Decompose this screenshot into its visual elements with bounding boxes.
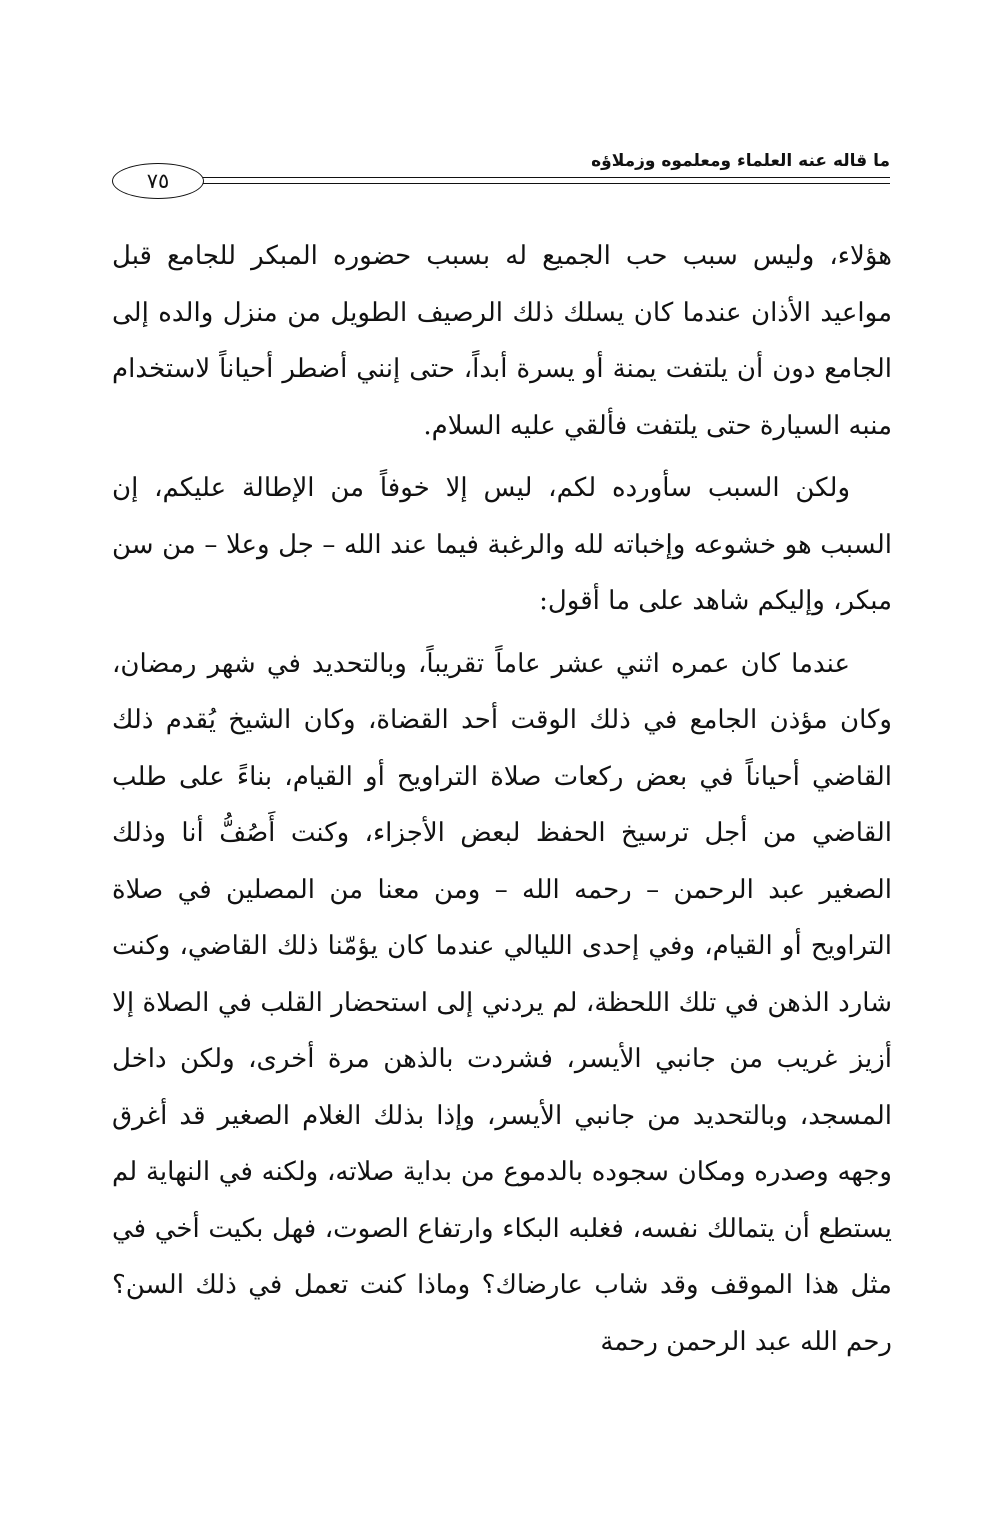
page-body	[112, 228, 892, 1370]
header-rule-top	[200, 177, 890, 178]
page-number: ٧٥	[146, 169, 170, 193]
paragraph-2: ولكن السبب سأورده لكم، ليس إلا خوفاً من الإطالة عليكم، إن السبب هو خشوعه وإخباته لله والرغبة فيما عند الله – جل وعلا – من سن مبكر، وإليكم شاهد على ما أقول:	[112, 473, 892, 616]
header-rule-bottom	[200, 183, 890, 184]
page-header	[112, 150, 890, 200]
running-title: ما قاله عنه العلماء ومعلموه وزملاؤه	[591, 151, 890, 171]
paragraph-3: عندما كان عمره اثني عشر عاماً تقريباً، وبالتحديد في شهر رمضان، وكان مؤذن الجامع في ذلك الوقت أحد القضاة، وكان الشيخ يُقدم ذلك القاضي أحياناً في بعض ركعات صلاة التراويح أو القيام، بناءً على طلب القاضي من أجل ترسيخ الحفظ لبعض الأجزاء، وكنت أَصُفُّ أنا وذلك الصغير عبد الرحمن – رحمه الله – ومن معنا من المصلين في صلاة التراويح أو القيام، وفي إحدى الليالي عندما كان يؤمّنا ذلك القاضي، وكنت شارد الذهن في تلك اللحظة، لم يردني إلى استحضار القلب في الصلاة إلا أزيز غريب من جانبي الأيسر، فشردت بالذهن مرة أخرى، ولكن داخل المسجد، وبالتحديد من جانبي الأيسر، وإذا بذلك الغلام الصغير قد أغرق وجهه وصدره ومكان سجوده بالدموع من بداية صلاته، ولكنه في النهاية لم يستطع أن يتمالك نفسه، فغلبه البكاء وارتفاع الصوت، فهل بكيت أخي في مثل هذا الموقف وقد شاب عارضاك؟ وماذا كنت تعمل في ذلك السن؟ رحم الله عبد الرحمن رحمة	[112, 648, 892, 1357]
paragraph-1: هؤلاء، وليس سبب حب الجميع له بسبب حضوره المبكر للجامع قبل مواعيد الأذان عندما كان يسلك ذلك الرصيف الطويل من منزل والده إلى الجامع دون أن يلتفت يمنة أو يسرة أبداً، حتى إنني أضطر أحياناً لاستخدام منبه السيارة حتى يلتفت فألقي عليه السلام.	[112, 241, 892, 441]
page-number-oval	[112, 163, 204, 199]
